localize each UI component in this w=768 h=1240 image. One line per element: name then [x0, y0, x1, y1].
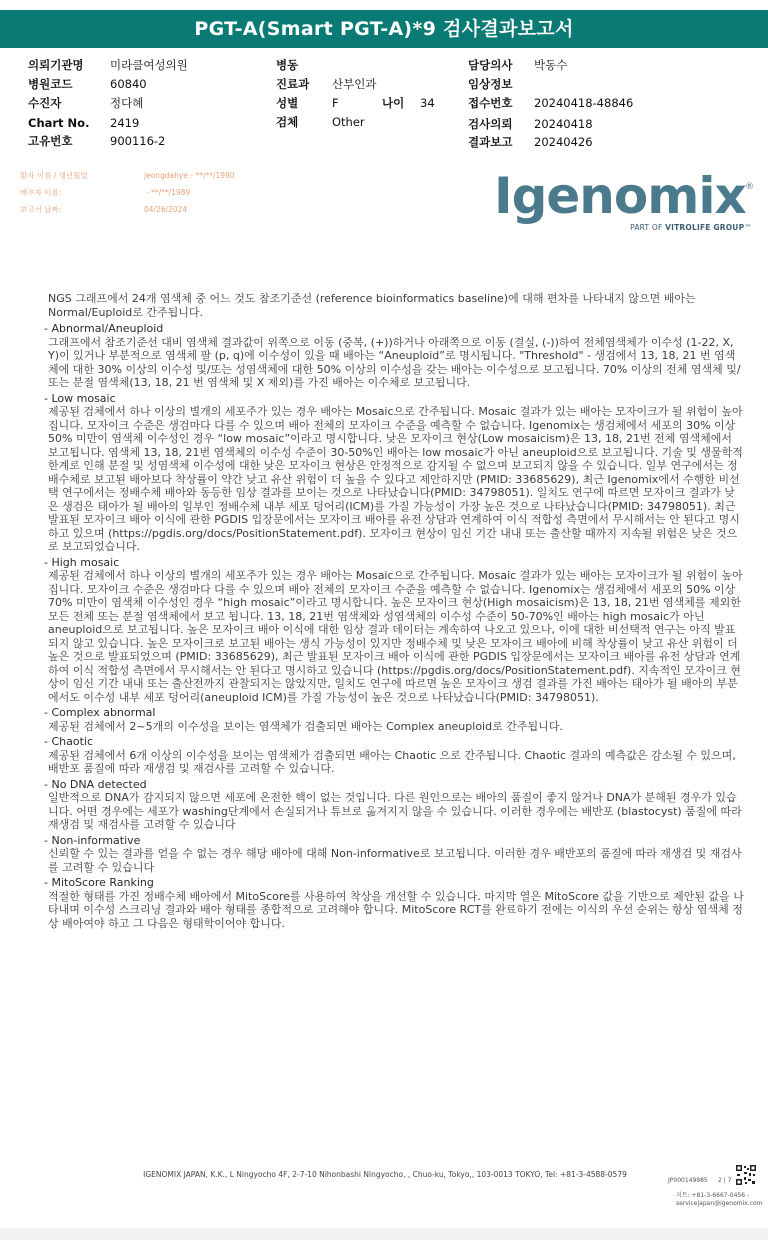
info-label: 진료과: [276, 77, 310, 91]
info-value: 미라클여성의원: [110, 58, 188, 72]
document-id: JP000149985: [668, 1177, 708, 1184]
info-row-request-date: [468, 115, 593, 133]
info-value: 2419: [110, 116, 140, 130]
info-value: 20240418-48846: [534, 96, 634, 110]
section-body-abnormal: 그래프에서 참조기준선 대비 염색체 결과값이 위쪽으로 이동 (중복, (+))하거나 아래쪽으로 이동 (결실, (-))하여 전체염색체가 이수성 (1-22, X, Y)이 있거나 부분적으로 염색체 팔 (p, q)에 이수성이 있을 때 배아는 “Aneuploid”로 명시됩니다. "Threshold" - 생검에서 13, 18, 21 번 염색체에 대한 30% 이상의 이수성 및/또는 성염색체에 대한 50% 이상의 이수성을 갖는 배아는 이수성으로 보고됩니다. 70% 이상의 전체 염색체 및/또는 분절 염색체(13, 18, 21 번 염색체 및 X 제외)를 가진 배아는 이수체로 보고됩니다.: [48, 335, 741, 389]
info-row-department: [276, 75, 377, 93]
info-value: 20240426: [534, 135, 593, 149]
info-value: 34: [420, 96, 435, 110]
info-value: 20240418: [534, 117, 593, 131]
info-row-ward: [276, 56, 298, 74]
meta-label: 배우자 이름:: [20, 188, 62, 197]
info-label: 병원코드: [28, 77, 73, 91]
meta-label: 보고서 날짜:: [20, 205, 62, 214]
meta-label: 환자 이름 / 생년월일: [20, 171, 88, 180]
section-heading-complex: - Complex abnormal: [44, 706, 156, 719]
section-heading-chaotic: - Chaotic: [44, 735, 94, 748]
section-heading-high-mosaic: - High mosaic: [44, 555, 120, 569]
patient-meta-row: [20, 205, 188, 215]
info-label: 의뢰기관명: [28, 58, 84, 72]
page-number: 2 | 7: [718, 1177, 732, 1184]
section-body-chaotic: 제공된 검체에서 6개 이상의 이수성을 보이는 염색체가 검출되면 배아는 Chaotic 으로 간주됩니다. Chaotic 결과의 예측값은 감소될 수 있으며, 배반포 품질에 따라 재생검 및 재검사를 고려할 수 있습니다.: [48, 748, 736, 775]
info-label: 고유번호: [28, 134, 73, 148]
page-bottom-band: [0, 1228, 768, 1240]
logo-tagline-brand: VITROLIFE GROUP: [665, 223, 745, 232]
info-value: F: [332, 96, 339, 110]
section-body-high-mosaic: 제공된 검체에서 하나 이상의 별개의 세포주가 있는 경우 배아는 Mosaic으로 간주됩니다. Mosaic 결과가 있는 배아는 모자이크가 될 위험이 높아집니다. 모자이크 수준은 생검마다 다를 수 있으며 배아 전체의 모자이크 수준을 예측할 수 없습니다. Igenomix는 생검체에서 세포의 50% 이상 70% 미만이 염색체 이수성인 경우 “high mosaic”이라고 명시합니다. 높은 모자이크 현상(High mosaicism)은 13, 18, 21번 염색체를 제외한 모든 전체 또는 분절 염색체에서 보고 됩니다. 13, 18, 21번 염색체와 성염색체의 이수성 수준이 50-70%인 배아는 high mosaic가 아닌 aneuploid으로 보고됩니다. 높은 모자이크 배아 이식에 대한 임상 결과 데이터는 계속하여 나오고 있으나, 이에 대한 비선택적 연구는 아직 발표되지 않고 있습니다. 높은 모자이크로 보고된 배아는 생식 가능성이 있지만 정배수체 및 낮은 모자이크 배아에 비해 착상률이 낮고 유산 위험이 더 높은 것으로 발표되었으며 (PMID: 33685629), 최근 발표된 모자이크 배아 이식에 관한 PGDIS 입장문에서는 모자이크 배아를 유전 상담과 연계하여 이식 적합성 측면에서 무시해서는 안 된다고 명시하고 있습니다 (https://pgdis.org/docs/PositionStatement.pdf). 지속적인 모자이크 현상이 임신 기간 내내 또는 출산전까지 관찰되지는 않았지만, 일치도 연구에 따르면 높은 모자이크 생검 결과를 가진 배아는 태아가 될 배아의 부분에서도 이수성 내부 세포 덩어리(aneuploid ICM)를 가질 가능성이 높은 것으로 나타났습니다(PMID: 34798051).: [48, 569, 743, 704]
info-row-institution: [28, 56, 188, 74]
info-row-patient: [28, 94, 144, 112]
section-body-low-mosaic: 제공된 검체에서 하나 이상의 별개의 세포주가 있는 경우 배아는 Mosaic으로 간주됩니다. Mosaic 결과가 있는 배아는 모자이크가 될 위험이 높아집니다. 모자이크 수준은 생검마다 다를 수 있으며 배아 전체의 모자이크 수준을 예측할 수 없습니다. Igenomix는 생검체에서 세포의 30% 이상 50% 미만이 염색체 이수성인 경우 “low mosaic”이라고 명시합니다. 낮은 모자이크 현상(Low mosaicism)은 13, 18, 21번 전체 염색체에서 보고됩니다. 염색체 13, 18, 21번 염색체의 이수성 수준이 30-50%인 배아는 low mosaic가 아닌 aneuploid으로 보고됩니다. 기술 및 생물학적 한계로 인해 분절 및 성염색체 이수성에 대한 낮은 모자이크 현상은 안정적으로 감지될 수 없으며 보고되지 않을 수 있습니다. 일부 연구에서는 정배수체로 보고된 배아보다 착상률이 약간 낮고 유산 위험이 더 높을 수 있다고 제안하지만 (PMID: 33685629), 최근 Igenomix에서 수행한 비선택 연구에서는 정배수체 배아와 동등한 임상 결과를 보이는 것으로 나타났습니다(PMID: 34798051). 일치도 연구에 따르면 모자이크 결과가 낮은 생검은 태아가 될 배아의 일부인 정배수체 내부 세포 덩어리(ICM)를 가질 가능성이 가장 높은 것으로 나타났습니다(PMID: 34798051). 최근 발표된 모자이크 배아 이식에 관한 PGDIS 입장문에서는 모자이크 배아를 유전 상담과 연계하여 이식 적합성 측면에서 무시해서는 안 된다고 명시하고 있으며 (https://pgdis.org/docs/PositionStatement.pdf). 모자이크 현상이 임신 기간 내내 또는 출산할 때까지 지속될 위험은 낮은 것으로 보고되었습니다.: [48, 405, 743, 553]
info-label: Chart No.: [28, 116, 90, 130]
info-row-report-date: [468, 133, 593, 151]
result-definitions: [44, 292, 744, 932]
info-row-chart-no: [28, 114, 140, 132]
info-row-doctor: [468, 56, 568, 74]
logo-wordmark: Igenomix: [494, 167, 746, 225]
section-body-no-dna: 일반적으로 DNA가 감지되지 않으면 세포에 온전한 핵이 없는 것입니다. 다른 원인으로는 배아의 품질이 좋지 않거나 DNA가 분해된 경우가 있습니다. 어떤 경우에는 세포가 washing단계에서 손실되거나 튜브로 옮겨지지 않을 수 있습니다. 이러한 경우에는 배반포 (blastocyst) 품질에 따라 재생검 및 재검사를 고려할 수 있습니다: [48, 791, 742, 831]
info-value: 박동수: [534, 58, 568, 72]
footer-contact: [676, 1192, 763, 1208]
info-value: 정다혜: [110, 96, 144, 110]
section-heading-non-informative: - Non-informative: [44, 833, 141, 847]
info-label: 나이: [382, 96, 405, 110]
info-label: 임상정보: [468, 77, 513, 91]
info-value: 900116-2: [110, 134, 166, 148]
igenomix-logo: [494, 167, 756, 236]
footer-email: servicejapan@igenomix.com: [676, 1200, 763, 1207]
meta-value: 04/26/2024: [144, 205, 188, 214]
meta-value: - **/**/1989: [146, 188, 191, 197]
info-value: Other: [332, 115, 365, 129]
info-row-unique-id: [28, 132, 166, 150]
info-label: 접수번호: [468, 96, 513, 110]
info-label: 성별: [276, 96, 299, 110]
section-heading-mitoscore: - MitoScore Ranking: [44, 876, 154, 889]
info-row-specimen: [276, 113, 365, 131]
footer-fax: 지트: +81-3-6667-0456 -: [676, 1192, 750, 1199]
intro-paragraph: NGS 그래프에서 24개 염색체 중 어느 것도 참조기준선 (reference bioinformatics baseline)에 대해 편차를 나타내지 않으면 배아는 Normal/Euploid로 간주됩니다.: [48, 292, 696, 319]
patient-meta-row: [20, 171, 235, 181]
section-body-complex: 제공된 검체에서 2~5개의 이수성을 보이는 염색체가 검출되면 배아는 Complex aneuploid로 간주됩니다.: [48, 719, 563, 733]
section-heading-low-mosaic: - Low mosaic: [44, 391, 116, 405]
section-body-non-informative: 신뢰할 수 있는 결과를 얻을 수 없는 경우 해당 배아에 대해 Non-informative로 보고됩니다. 이러한 경우 배반포의 품질에 따라 재생검 및 재검사를 고려할 수 있습니다: [48, 847, 742, 874]
info-label: 수진자: [28, 96, 62, 110]
info-label: 담당의사: [468, 58, 513, 72]
meta-value: jeongdahye - **/**/1990: [144, 171, 235, 180]
section-body-mitoscore: 적절한 형태를 가진 정배수체 배아에서 MitoScore를 사용하여 착상을 개선할 수 있습니다. 마지막 열은 MitoScore 값을 기반으로 제안된 값을 나타내며 이수성 스크리닝 결과와 배아 형태를 종합적으로 고려해야 합니다. MitoScore RCT를 완료하기 전에는 이식의 우선 순위는 항상 염색체 정상 배아여야 하고 그 다음은 형태학이어야 합니다.: [48, 889, 744, 930]
info-row-sex-age: [276, 94, 476, 112]
logo-registered-mark: ®: [745, 182, 754, 192]
logo-tagline-suffix: ™: [744, 223, 752, 232]
logo-tagline-prefix: PART OF: [630, 223, 663, 232]
info-value: 산부인과: [332, 77, 377, 91]
section-heading-abnormal: - Abnormal/Aneuploid: [44, 322, 164, 335]
info-row-hospital-code: [28, 75, 147, 93]
report-title: PGT-A(Smart PGT-A)*9 검사결과보고서: [0, 10, 768, 48]
info-label: 검사의뢰: [468, 117, 513, 131]
info-row-receipt-no: [468, 94, 634, 112]
section-heading-no-dna: - No DNA detected: [44, 777, 147, 791]
info-label: 결과보고: [468, 135, 513, 149]
patient-meta-row: [20, 188, 191, 198]
info-row-clinical-info: [468, 75, 512, 93]
qr-code-icon: [735, 1164, 757, 1186]
info-label: 병동: [276, 58, 299, 72]
footer-address: IGENOMIX JAPAN, K.K., L Ningyocho 4F, 2-7-10 Nihonbashi Ningyocho, , Chuo-ku, Tokyo,, 103-0013 TOKYO, Tel: +81-3-4588-0579: [143, 1170, 627, 1179]
info-label: 검체: [276, 115, 299, 129]
logo-tagline: [630, 223, 752, 232]
info-value: 60840: [110, 77, 147, 91]
